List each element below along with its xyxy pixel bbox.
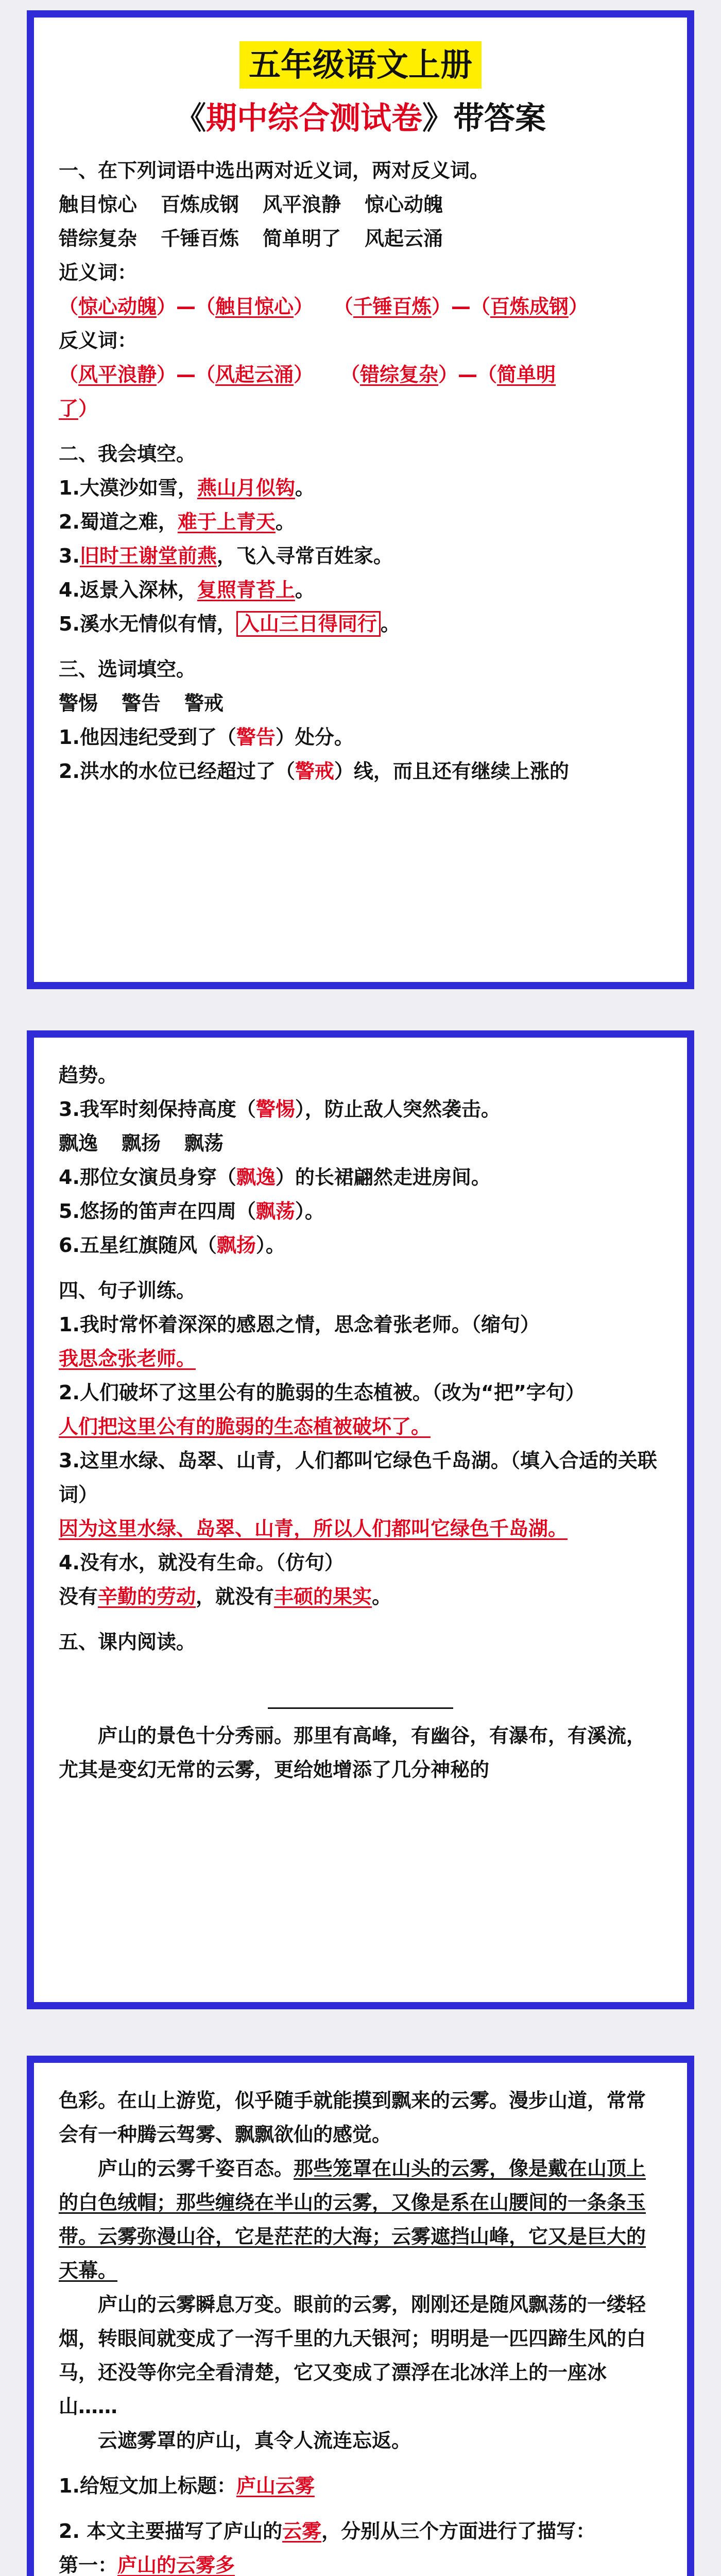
synonym-label: 近义词： <box>59 261 138 284</box>
reading-paragraph: 庐山的云雾瞬息万变。眼前的云雾，刚刚还是随风飘荡的一缕轻烟，转眼间就变成了一泻千里的九天银河；明明是一匹四蹄生风的白马，还没等你完全看清楚，它又变成了漂浮在北冰洋上的一座冰山…… <box>59 2293 646 2418</box>
answer: 我思念张老师。 <box>59 1347 196 1370</box>
antonym-label: 反义词： <box>59 329 138 352</box>
choice-item: 3.我军时刻保持高度（警惕），防止敌人突然袭击。 <box>59 1098 501 1121</box>
answer: 因为这里水绿、岛翠、山青，所以人们都叫它绿色千岛湖。 <box>59 1517 568 1540</box>
question: 3.这里水绿、岛翠、山青，人们都叫它绿色千岛湖。（填入合适的关联词） <box>59 1449 657 1506</box>
choice-item: 5.悠扬的笛声在四周（飘荡）。 <box>59 1200 324 1223</box>
fill-item: 4.返景入深林，复照青苔上。 <box>59 579 315 601</box>
reading-paragraph: 庐山的云雾千姿百态。那些笼罩在山头的云雾，像是戴在山顶上的白色绒帽；那些缠绕在半山的云雾，又像是系在山腰间的一条条玉带。云雾弥漫山谷，它是茫茫的大海；云雾遮挡山峰，它又是巨大的天幕。 <box>59 2157 646 2282</box>
answer: 人们把这里公有的脆弱的生态植被破坏了。 <box>59 1415 431 1438</box>
fill-item: 1.大漠沙如雪，燕山月似钩。 <box>59 477 315 499</box>
word-list: 错综复杂 千锤百炼 简单明了 风起云涌 <box>59 227 443 250</box>
worksheet-page-2 <box>27 1030 694 2009</box>
section-heading: 五、课内阅读。 <box>59 1631 196 1653</box>
grade-title: 五年级语文上册 <box>239 41 482 89</box>
section-heading: 三、选词填空。 <box>59 658 196 681</box>
test-title: 《期中综合测试卷》带答案 <box>175 100 546 137</box>
text-line: 趋势。 <box>59 1064 118 1087</box>
worksheet-page-1 <box>27 10 694 989</box>
fill-item: 5.溪水无情似有情， 入山三日得同行 。 <box>59 607 662 641</box>
reading-paragraph: 色彩。在山上游览，似乎随手就能摸到飘来的云雾。漫步山道，常常会有一种腾云驾雾、飘飘欲仙的感觉。 <box>59 2089 646 2146</box>
word-list: 警惕 警告 警戒 <box>59 692 224 715</box>
answer: 没有辛勤的劳动，就没有丰硕的果实。 <box>59 1585 392 1608</box>
section-heading: 一、在下列词语中选出两对近义词，两对反义词。 <box>59 159 490 182</box>
question: 2.人们破坏了这里公有的脆弱的生态植被。（改为“把”字句） <box>59 1381 585 1404</box>
question: 2. 本文主要描写了庐山的云雾，分别从三个方面进行了描写： <box>59 2520 596 2543</box>
synonym-answers: （惊心动魄）—（触目惊心） （千锤百炼）—（百炼成钢） <box>59 295 588 318</box>
question: 4.没有水，就没有生命。（仿句） <box>59 1551 344 1574</box>
antonym-answers-cont: 了） <box>59 397 98 420</box>
reading-paragraph: 云遮雾罩的庐山，真令人流连忘返。 <box>98 2429 411 2452</box>
section-heading: 四、句子训练。 <box>59 1279 196 1302</box>
choice-item: 1.他因违纪受到了（警告）处分。 <box>59 726 354 749</box>
question: 1.我时常怀着深深的感恩之情，思念着张老师。（缩句） <box>59 1313 540 1336</box>
title-block <box>59 41 662 144</box>
question: 1.给短文加上标题：庐山云雾 <box>59 2475 315 2497</box>
antonym-answers: （风平浪静）—（风起云涌） （错综复杂）—（简单明 <box>59 363 556 386</box>
choice-item: 4.那位女演员身穿（飘逸）的长裙翩然走进房间。 <box>59 1166 491 1189</box>
fill-item: 3.旧时王谢堂前燕，飞入寻常百姓家。 <box>59 545 393 567</box>
choice-item: 2.洪水的水位已经超过了（警戒）线，而且还有继续上涨的 <box>59 760 569 783</box>
section-heading: 二、我会填空。 <box>59 443 196 465</box>
fill-item: 2.蜀道之难，难于上青天。 <box>59 511 295 533</box>
choice-item: 6.五星红旗随风（飘扬）。 <box>59 1234 285 1257</box>
word-list: 触目惊心 百炼成钢 风平浪静 惊心动魄 <box>59 193 443 216</box>
worksheet-page-3 <box>27 2056 694 2576</box>
reading-paragraph: 庐山的景色十分秀丽。那里有高峰，有幽谷，有瀑布，有溪流，尤其是变幻无常的云雾，更给她增添了几分神秘的 <box>59 1724 646 1781</box>
answer: 第一：庐山的云雾多 <box>59 2554 235 2576</box>
title-blank <box>59 1680 662 1714</box>
word-list: 飘逸 飘扬 飘荡 <box>59 1132 224 1155</box>
